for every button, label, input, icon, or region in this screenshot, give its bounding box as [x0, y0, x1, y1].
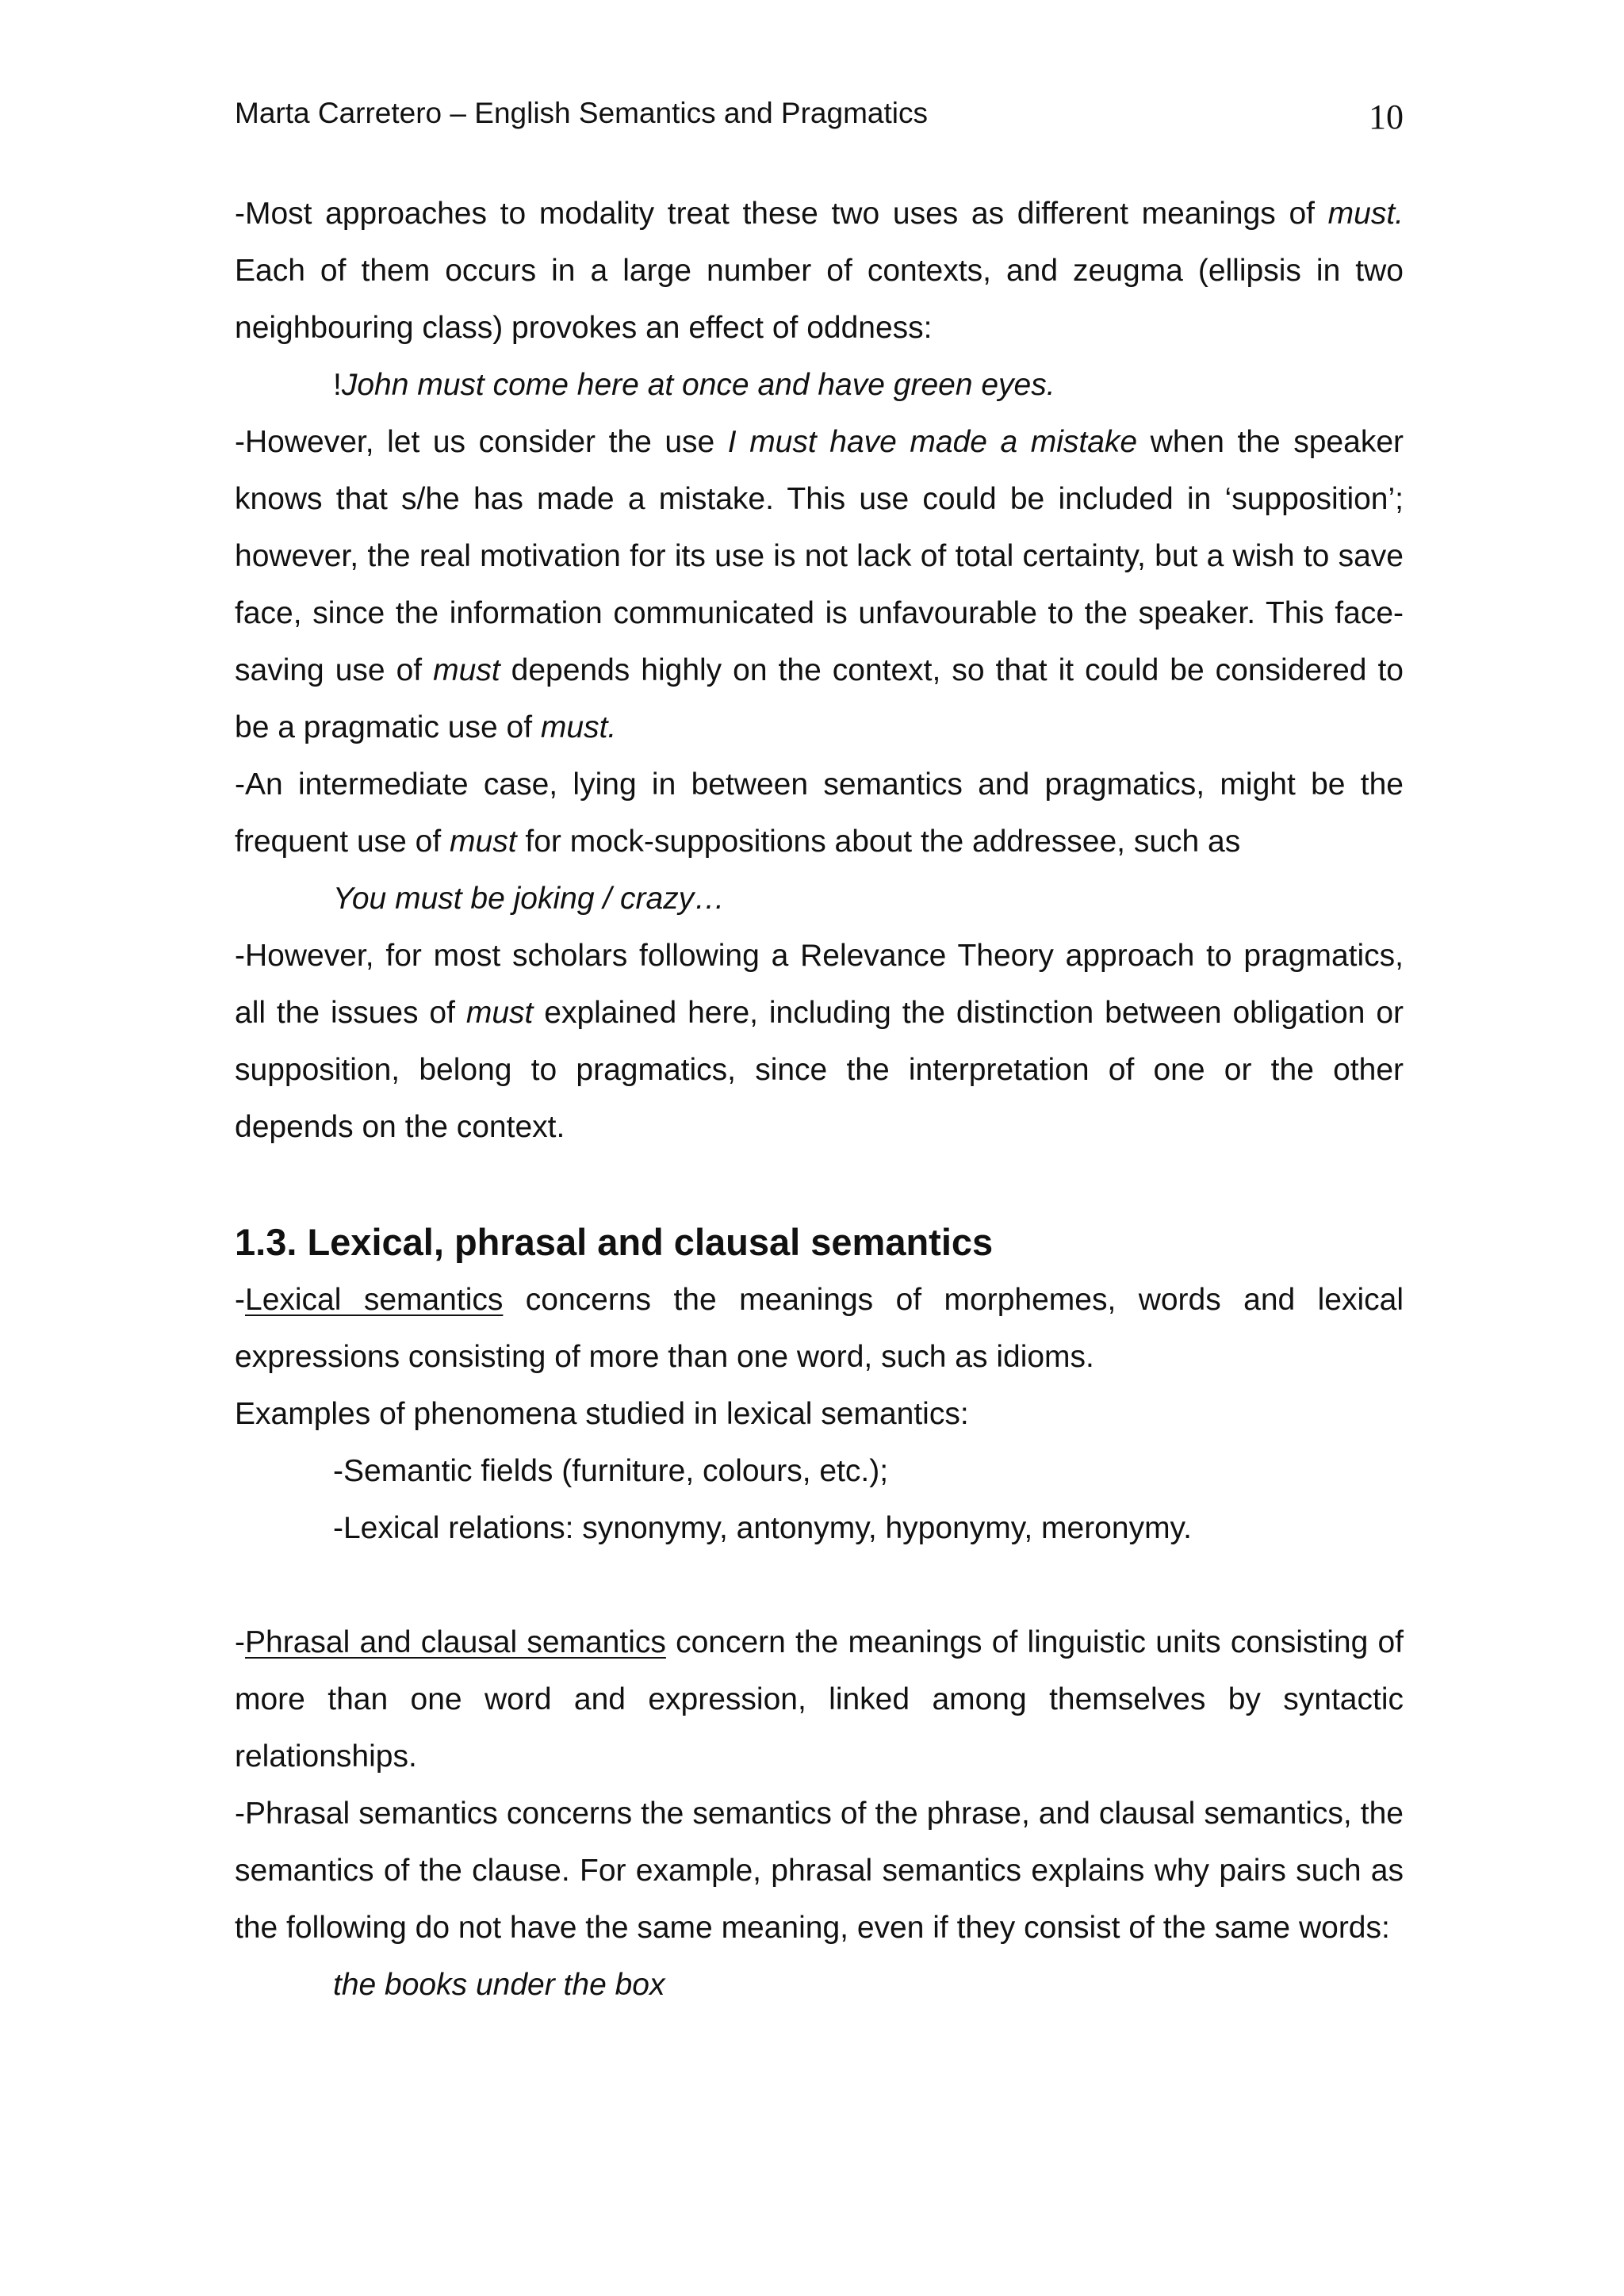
text-run: when the speaker knows that s/he has made a mistake. This use could be included in ‘supposition’; however, the real motivation for its use is not lack of total certainty, but a wish to save face, since the information communicated is unfavourable to the speaker. This face-saving use of: [235, 425, 1404, 687]
text-run: -An intermediate case, lying in between semantics and pragmatics, might be the frequent use of: [235, 767, 1404, 859]
page-number: 10: [1369, 98, 1404, 136]
example-phrase: [235, 1957, 1404, 2014]
underlined-term: Lexical semantics: [245, 1283, 504, 1317]
list-item: -Lexical relations: synonymy, antonymy, hyponymy, meronymy.: [333, 1511, 1192, 1545]
list-item: -Semantic fields (furniture, colours, etc.);: [333, 1454, 889, 1488]
example-sentence-mock-supposition: [235, 871, 1404, 928]
text-run: concerns the meanings of morphemes, words and lexical expressions consisting of more than one word, such as idioms.: [235, 1283, 1404, 1374]
italic-term: must.: [540, 710, 617, 744]
italic-example: John must come here at once and have green eyes.: [341, 368, 1055, 402]
page-header: [235, 94, 1404, 141]
italic-example: You must be joking / crazy…: [333, 882, 726, 916]
paragraph-phrasal-semantics: -Phrasal semantics concerns the semantics of the phrase, and clausal semantics, the semantics of the clause. For example, phrasal semantics explains why pairs such as the following do not have the same meaning, even if they consist of the same words:: [235, 1797, 1404, 1945]
italic-term: must.: [1327, 197, 1404, 231]
page-body: [235, 186, 1404, 2014]
paragraph-examples-intro: Examples of phenomena studied in lexical semantics:: [235, 1397, 969, 1431]
paragraph-relevance-theory: [235, 928, 1404, 1156]
italic-example: the books under the box: [333, 1968, 665, 2002]
text-run: Each of them occurs in a large number of contexts, and zeugma (ellipsis in two neighbouring class) provokes an effect of oddness:: [235, 254, 1404, 345]
section-heading: 1.3. Lexical, phrasal and clausal semantics: [235, 1221, 994, 1263]
paragraph-modality-approaches: [235, 186, 1404, 357]
oddness-mark: !: [333, 368, 342, 402]
text-run: for mock-suppositions about the addressee, such as: [516, 825, 1241, 859]
paragraph-intermediate-case: [235, 756, 1404, 871]
italic-term: must: [465, 996, 534, 1030]
text-run: -However, for most scholars following a Relevance Theory approach to pragmatics, all the issues of: [235, 939, 1404, 1030]
spacer: [235, 1557, 1404, 1614]
spacer: [235, 1156, 1404, 1213]
text-run: depends highly on the context, so that it could be considered to be a pragmatic use of: [235, 653, 1404, 744]
italic-example: I must have made a mistake: [727, 425, 1138, 459]
italic-term: must: [433, 653, 500, 687]
text-run: -: [235, 1283, 245, 1317]
text-run: -Most approaches to modality treat these two uses as different meanings of: [235, 197, 1328, 231]
text-run: -: [235, 1625, 245, 1659]
text-run: concern the meanings of linguistic units consisting of more than one word and expression, linked among themselves by syntactic relationships.: [235, 1625, 1404, 1774]
underlined-term: Phrasal and clausal semantics: [245, 1625, 666, 1659]
paragraph-phrasal-clausal: [235, 1614, 1404, 1785]
italic-term: must: [450, 825, 517, 859]
paragraph-face-saving: [235, 414, 1404, 756]
running-title: Marta Carretero – English Semantics and Pragmatics: [235, 97, 928, 129]
paragraph-lexical-semantics: [235, 1272, 1404, 1386]
text-run: explained here, including the distinction between obligation or supposition, belong to pragmatics, since the interpretation of one or the other depends on the context.: [235, 996, 1404, 1144]
example-sentence-zeugma: [235, 357, 1404, 414]
text-run: -However, let us consider the use: [235, 425, 728, 459]
